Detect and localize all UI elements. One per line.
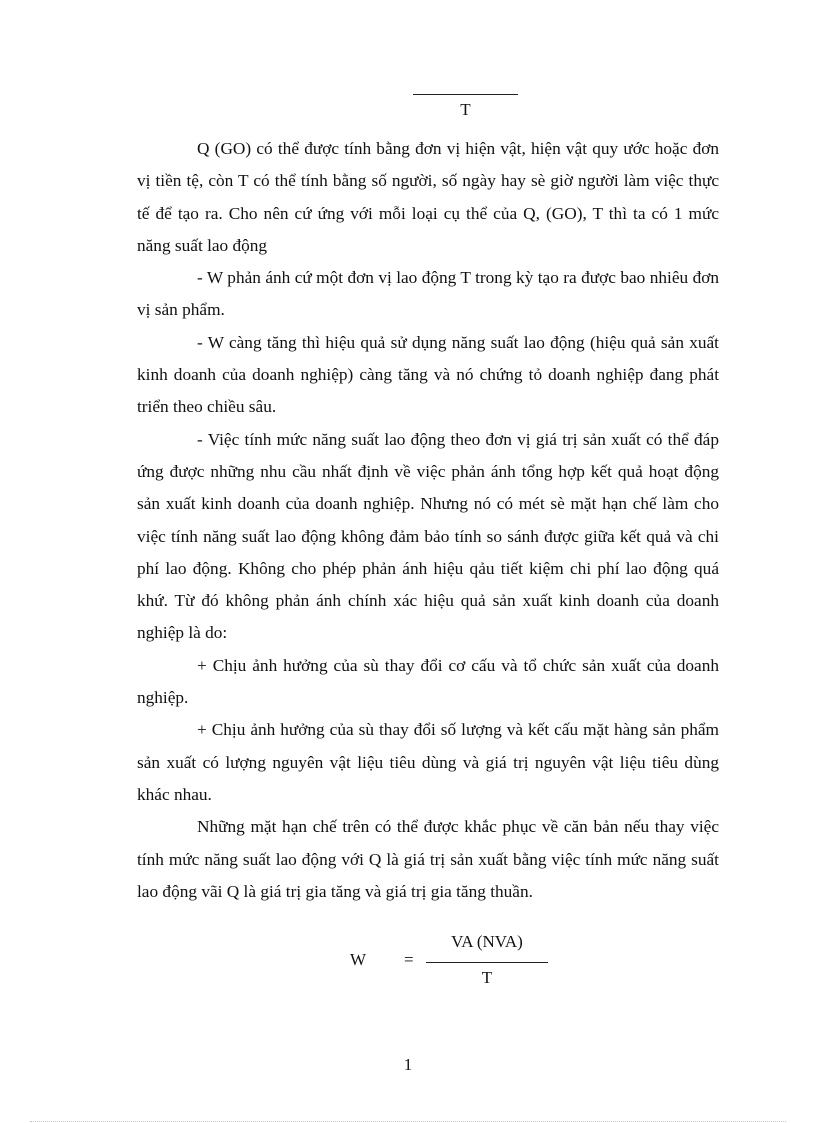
paragraph: - Việc tính mức năng suất lao động theo đơn vị giá trị sản xuất có thể đáp ứng được những nhu cầu nhất định về việc phản ánh tổng hợp kết quả hoạt động sản xuất kinh doanh của doanh nghiệp. Nhưng nó có mét sè mặt hạn chế làm cho việc tính năng suất lao động không đảm bảo tính so sánh được giữa kết quả và chi phí lao động. Không cho phép phản ánh hiệu qảu tiết kiệm chi phí lao động quá khứ. Từ đó không phản ánh chính xác hiệu quả sản xuất kinh doanh của doanh nghiệp là do: (137, 429, 719, 643)
fraction-denominator: T (460, 100, 471, 119)
formula-equals: = (404, 950, 414, 969)
fraction-bar (413, 94, 518, 95)
paragraph: + Chịu ảnh hưởng của sù thay đổi số lượng và kết cấu mặt hàng sản phẩm sản xuất có lượng nguyên vật liệu tiêu dùng và giá trị nguyên vật liệu tiêu dùng khác nhau. (137, 720, 719, 804)
paragraph: Q (GO) có thể được tính bằng đơn vị hiện vật, hiện vật quy ước hoặc đơn vị tiền tệ, còn T có thể tính bằng số người, số ngày hay sè giờ người làm việc thực tế để tạo ra. Cho nên cứ ứng với mỗi loại cụ thể của Q, (GO), T thì ta có 1 mức năng suất lao động (137, 139, 719, 255)
paragraph: - W phản ánh cứ một đơn vị lao động T trong kỳ tạo ra được bao nhiêu đơn vị sản phẩm. (137, 268, 719, 320)
body-text (137, 133, 719, 908)
formula-lhs: W (350, 950, 367, 969)
paragraph: + Chịu ảnh hưởng của sù thay đổi cơ cấu và tổ chức sản xuất của doanh nghiệp. (137, 655, 719, 708)
formula-denominator: T (481, 968, 493, 987)
paragraph: - W càng tăng thì hiệu quả sử dụng năng suất lao động (hiệu quả sản xuất kinh doanh của doanh nghiệp) càng tăng và nó chứng tỏ doanh nghiệp đang phát triển theo chiều sâu. (137, 332, 719, 417)
paragraph: Những mặt hạn chế trên có thể được khắc phục về căn bản nếu thay việc tính mức năng suất lao động với Q là giá trị sản xuất bằng việc tính mức năng suất lao động vãi Q là giá trị gia tăng và giá trị gia tăng thuần. (137, 817, 719, 901)
formula-numerator: VA (NVA) (451, 932, 523, 951)
page-number: 1 (403, 1055, 413, 1074)
formula-fraction-bar (426, 962, 548, 963)
footer-divider (30, 1121, 786, 1122)
productivity-formula (350, 930, 580, 992)
